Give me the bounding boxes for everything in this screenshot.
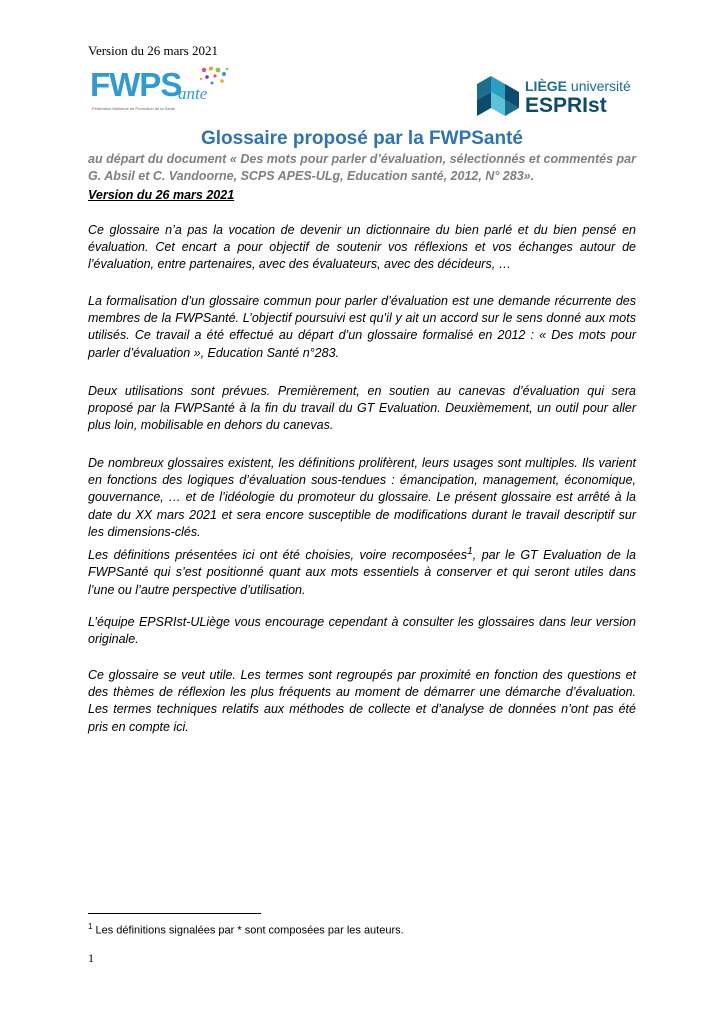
uliege-logo-universite: université xyxy=(567,78,631,94)
header-version: Version du 26 mars 2021 xyxy=(88,43,218,58)
footnote xyxy=(88,922,404,937)
uliege-logo-line1 xyxy=(525,78,631,94)
paragraph-utilisations: Deux utilisations sont prévues. Premièrement, en soutien au canevas d’évaluation qui sera proposé par la FWPSanté à la fin du travail du GT Evaluation. Deuxièmement, un outil pour aller plus loin, mobilisable en dehors du canevas. xyxy=(88,384,636,433)
footnote-marker: 1 xyxy=(88,922,93,931)
fwps-logo-tagline: Fédération Wallonne de Promotion de la Santé xyxy=(92,106,176,111)
paragraph-definitions xyxy=(88,543,636,599)
paragraph-definitions-text-a: Les définitions présentées ici ont été choisies, voire recomposées xyxy=(88,548,467,563)
document-title: Glossaire proposé par la FWPSanté xyxy=(200,128,524,149)
uliege-logo-liege: LIÈGE xyxy=(525,78,568,94)
fwps-logo-ante: ante xyxy=(178,84,208,103)
version-line: Version du 26 mars 2021 xyxy=(88,188,235,202)
uliege-espri-logo xyxy=(477,74,647,124)
paragraph-glossaires: De nombreux glossaires existent, les définitions prolifèrent, leurs usages sont multiples. Ils varient en fonctions des logiques d’évaluation sous-tendues : émancipation, management, économique, gouvernance, … et de l’idéologie du promoteur du glossaire. Le présent glossaire est arrêté à la date du XX mars 2021 et sera encore susceptible de modifications durant le travail descriptif sur les dimensions-clés. xyxy=(88,456,636,539)
paragraph-formalisation: La formalisation d’un glossaire commun pour parler d’évaluation est une demande récurrente des membres de la FWPSanté. L’objectif poursuivi est qu’il y ait un accord sur le sens donné aux mots utilisés. Ce travail a été effectué au départ d’un glossaire formalisé en 2012 : « Des mots pour parler d’évaluation », Education Santé n°283. xyxy=(88,294,636,360)
fwps-logo-word: FWPS xyxy=(90,66,182,103)
paragraph-equipe: L’équipe EPSRIst-ULiège vous encourage cependant à consulter les glossaires dans leur version originale. xyxy=(88,615,636,647)
paragraph-intro: Ce glossaire n’a pas la vocation de devenir un dictionnaire du bien parlé et du bien pensé en évaluation. Cet encart a pour objectif de soutenir vos réflexions et vos échanges autour de l’évaluation, entre partenaires, avec des évaluateurs, avec des décideurs, … xyxy=(88,223,636,272)
footnote-separator xyxy=(88,913,261,914)
footnote-text: Les définitions signalées par * sont composées par les auteurs. xyxy=(92,924,404,937)
paragraph-utile: Ce glossaire se veut utile. Les termes sont regroupés par proximité en fonction des questions et des thèmes de réflexion les plus fréquents au moment de démarrer une démarche d’évaluation. Les termes techniques relatifs aux méthodes de collecte et d’analyse de données n’ont pas été pris en compte ici. xyxy=(88,668,636,734)
footnote-ref: 1 xyxy=(467,546,473,557)
uliege-logo-mark-icon xyxy=(477,74,519,120)
paragraph-definitions-text-b: , par le GT Evaluation de la FWPSanté qui s’est positionné quant aux mots essentiels à conserver et qui seront utiles dans l’une ou l’autre perspective d’utilisation. xyxy=(88,548,636,597)
page-number: 1 xyxy=(88,951,94,965)
document-subtitle: au départ du document « Des mots pour parler d’évaluation, sélectionnés et commentés par G. Absil et C. Vandoorne, SCPS APES-ULg, Education santé, 2012, N° 283». xyxy=(88,152,636,183)
fwps-logo-burst-icon xyxy=(198,66,230,92)
uliege-logo-espri: ESPRIst xyxy=(525,94,607,117)
fwps-logo xyxy=(90,66,240,116)
